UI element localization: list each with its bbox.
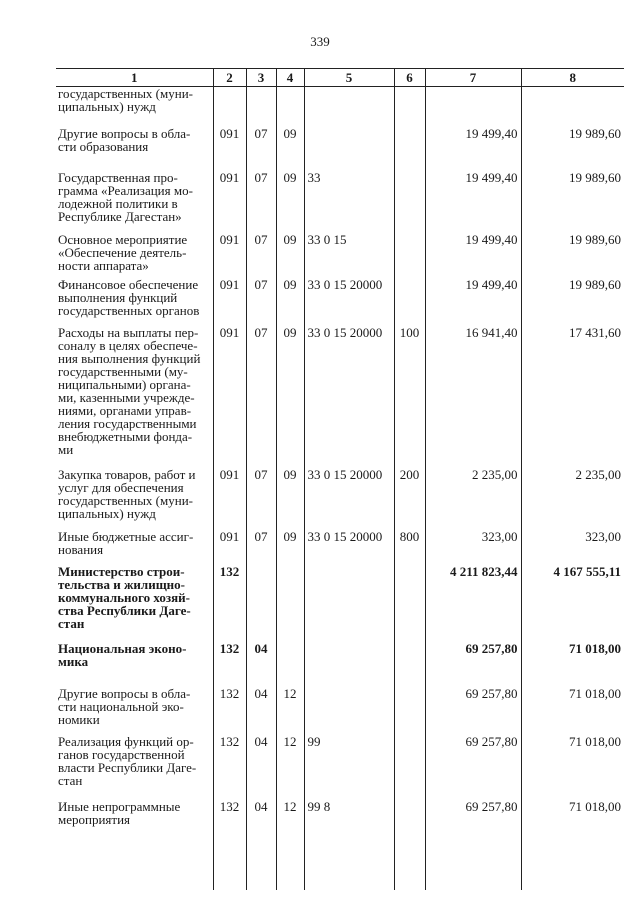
empty-cell <box>394 870 425 890</box>
row-code-ministry: 091 <box>213 127 246 171</box>
table-row <box>56 326 624 468</box>
row-code-section: 07 <box>246 468 276 530</box>
table-row <box>56 127 624 171</box>
row-amount-year1: 19 499,40 <box>425 171 521 233</box>
row-code-target: 33 0 15 20000 <box>304 326 394 468</box>
row-description: Другие вопросы в обла- сти национальной эко- номики <box>58 685 191 727</box>
row-code-target: 33 0 15 <box>304 233 394 278</box>
table-row <box>56 171 624 233</box>
row-code-target <box>304 565 394 642</box>
row-code-subsection: 09 <box>276 127 304 171</box>
row-amount-year1: 4 211 823,44 <box>425 565 521 642</box>
row-code-expense-type: 800 <box>394 530 425 565</box>
row-description: Закупка товаров, работ и услуг для обеспечения государственных (муни- ципальных) нужд <box>58 466 196 521</box>
empty-cell <box>304 870 394 890</box>
table-row <box>56 87 624 127</box>
row-amount-year1: 19 499,40 <box>425 127 521 171</box>
row-code-expense-type <box>394 642 425 687</box>
row-code-subsection: 09 <box>276 233 304 278</box>
row-code-target <box>304 87 394 127</box>
row-code-section: 07 <box>246 127 276 171</box>
row-amount-year2: 19 989,60 <box>521 233 624 278</box>
row-code-subsection: 09 <box>276 530 304 565</box>
header-col-1: 1 <box>56 69 213 87</box>
row-description: Другие вопросы в обла- сти образования <box>58 125 191 154</box>
table-row <box>56 468 624 530</box>
row-code-ministry: 091 <box>213 530 246 565</box>
row-code-section: 07 <box>246 171 276 233</box>
row-code-ministry: 091 <box>213 171 246 233</box>
row-amount-year2: 4 167 555,11 <box>521 565 624 642</box>
row-code-subsection: 09 <box>276 171 304 233</box>
table-filler-row <box>56 870 624 890</box>
table-row <box>56 642 624 687</box>
table-row <box>56 565 624 642</box>
row-code-subsection <box>276 642 304 687</box>
row-amount-year2: 19 989,60 <box>521 127 624 171</box>
header-col-7: 7 <box>425 69 521 87</box>
row-code-ministry: 091 <box>213 278 246 326</box>
row-description: Национальная эконо- мика <box>58 640 187 669</box>
row-code-target: 99 <box>304 735 394 800</box>
row-description: Финансовое обеспечение выполнения функций государственных органов <box>58 276 200 318</box>
row-code-ministry: 091 <box>213 233 246 278</box>
header-col-8: 8 <box>521 69 624 87</box>
row-description: Расходы на выплаты пер- соналу в целях обеспече- ния выполнения функций государственными (му- ниципальными) органа- ми, казенными учрежде- ниями, органами управ- ления государственными внебюджетными фонда- ми <box>58 324 201 457</box>
empty-cell <box>276 870 304 890</box>
table-row <box>56 233 624 278</box>
row-code-target: 33 0 15 20000 <box>304 530 394 565</box>
row-code-expense-type <box>394 87 425 127</box>
table-row <box>56 800 624 870</box>
row-amount-year1: 16 941,40 <box>425 326 521 468</box>
row-amount-year2: 71 018,00 <box>521 687 624 735</box>
row-amount-year1: 69 257,80 <box>425 642 521 687</box>
row-description: государственных (муни- ципальных) нужд <box>58 86 193 114</box>
row-code-target: 33 0 15 20000 <box>304 468 394 530</box>
row-code-subsection: 12 <box>276 687 304 735</box>
empty-cell <box>213 870 246 890</box>
row-amount-year2: 71 018,00 <box>521 642 624 687</box>
row-amount-year1: 19 499,40 <box>425 233 521 278</box>
row-code-subsection <box>276 87 304 127</box>
row-code-ministry: 132 <box>213 565 246 642</box>
header-col-5: 5 <box>304 69 394 87</box>
header-col-6: 6 <box>394 69 425 87</box>
row-code-subsection: 09 <box>276 468 304 530</box>
row-code-expense-type <box>394 127 425 171</box>
row-code-section: 04 <box>246 800 276 870</box>
budget-table <box>56 68 624 890</box>
row-code-subsection: 09 <box>276 278 304 326</box>
row-amount-year2: 71 018,00 <box>521 800 624 870</box>
row-code-section: 04 <box>246 642 276 687</box>
row-code-subsection: 12 <box>276 735 304 800</box>
row-code-section: 07 <box>246 278 276 326</box>
row-description: Государственная про- грамма «Реализация мо- лодежной политики в Республике Дагестан» <box>58 169 193 224</box>
row-description: Основное мероприятие «Обеспечение деятель- ности аппарата» <box>58 231 188 273</box>
header-col-3: 3 <box>246 69 276 87</box>
row-amount-year2: 17 431,60 <box>521 326 624 468</box>
row-code-expense-type <box>394 233 425 278</box>
row-code-expense-type <box>394 565 425 642</box>
row-amount-year1: 69 257,80 <box>425 800 521 870</box>
row-code-subsection: 09 <box>276 326 304 468</box>
row-description: Иные непрограммные мероприятия <box>58 798 181 827</box>
empty-cell <box>56 870 213 890</box>
row-amount-year2: 19 989,60 <box>521 171 624 233</box>
empty-cell <box>246 870 276 890</box>
header-row <box>56 69 624 87</box>
row-code-section: 07 <box>246 530 276 565</box>
row-code-target: 33 <box>304 171 394 233</box>
row-code-section: 07 <box>246 233 276 278</box>
row-amount-year2 <box>521 87 624 127</box>
row-amount-year2: 323,00 <box>521 530 624 565</box>
page-number: 339 <box>310 34 330 49</box>
table-row <box>56 278 624 326</box>
row-amount-year2: 2 235,00 <box>521 468 624 530</box>
row-amount-year1: 19 499,40 <box>425 278 521 326</box>
table-row <box>56 687 624 735</box>
row-code-ministry: 132 <box>213 800 246 870</box>
row-code-ministry: 132 <box>213 642 246 687</box>
table-row <box>56 735 624 800</box>
table-row <box>56 530 624 565</box>
row-description: Иные бюджетные ассиг- нования <box>58 528 194 557</box>
row-code-ministry: 091 <box>213 326 246 468</box>
row-code-ministry <box>213 87 246 127</box>
row-code-section: 04 <box>246 735 276 800</box>
header-col-2: 2 <box>213 69 246 87</box>
row-code-target: 99 8 <box>304 800 394 870</box>
row-code-target <box>304 127 394 171</box>
empty-cell <box>425 870 521 890</box>
row-code-ministry: 132 <box>213 687 246 735</box>
row-description: Реализация функций ор- ганов государственной власти Республики Даге- стан <box>58 733 197 788</box>
row-code-expense-type: 100 <box>394 326 425 468</box>
row-code-expense-type <box>394 687 425 735</box>
row-amount-year1: 69 257,80 <box>425 735 521 800</box>
row-code-subsection: 12 <box>276 800 304 870</box>
row-code-expense-type <box>394 800 425 870</box>
row-code-subsection <box>276 565 304 642</box>
row-amount-year1: 69 257,80 <box>425 687 521 735</box>
row-code-ministry: 091 <box>213 468 246 530</box>
empty-cell <box>521 870 624 890</box>
row-amount-year2: 71 018,00 <box>521 735 624 800</box>
row-code-section: 07 <box>246 326 276 468</box>
table-body <box>56 87 624 890</box>
header-col-4: 4 <box>276 69 304 87</box>
row-code-section: 04 <box>246 687 276 735</box>
row-code-section <box>246 87 276 127</box>
row-amount-year1: 323,00 <box>425 530 521 565</box>
row-code-section <box>246 565 276 642</box>
row-code-target <box>304 687 394 735</box>
row-code-target: 33 0 15 20000 <box>304 278 394 326</box>
row-code-target <box>304 642 394 687</box>
row-description: Министерство строи- тельства и жилищно- коммунального хозяй- ства Республики Даге- стан <box>58 563 191 631</box>
row-amount-year1 <box>425 87 521 127</box>
row-code-expense-type <box>394 171 425 233</box>
row-code-expense-type: 200 <box>394 468 425 530</box>
row-code-expense-type <box>394 278 425 326</box>
row-amount-year1: 2 235,00 <box>425 468 521 530</box>
row-amount-year2: 19 989,60 <box>521 278 624 326</box>
row-code-expense-type <box>394 735 425 800</box>
row-code-ministry: 132 <box>213 735 246 800</box>
